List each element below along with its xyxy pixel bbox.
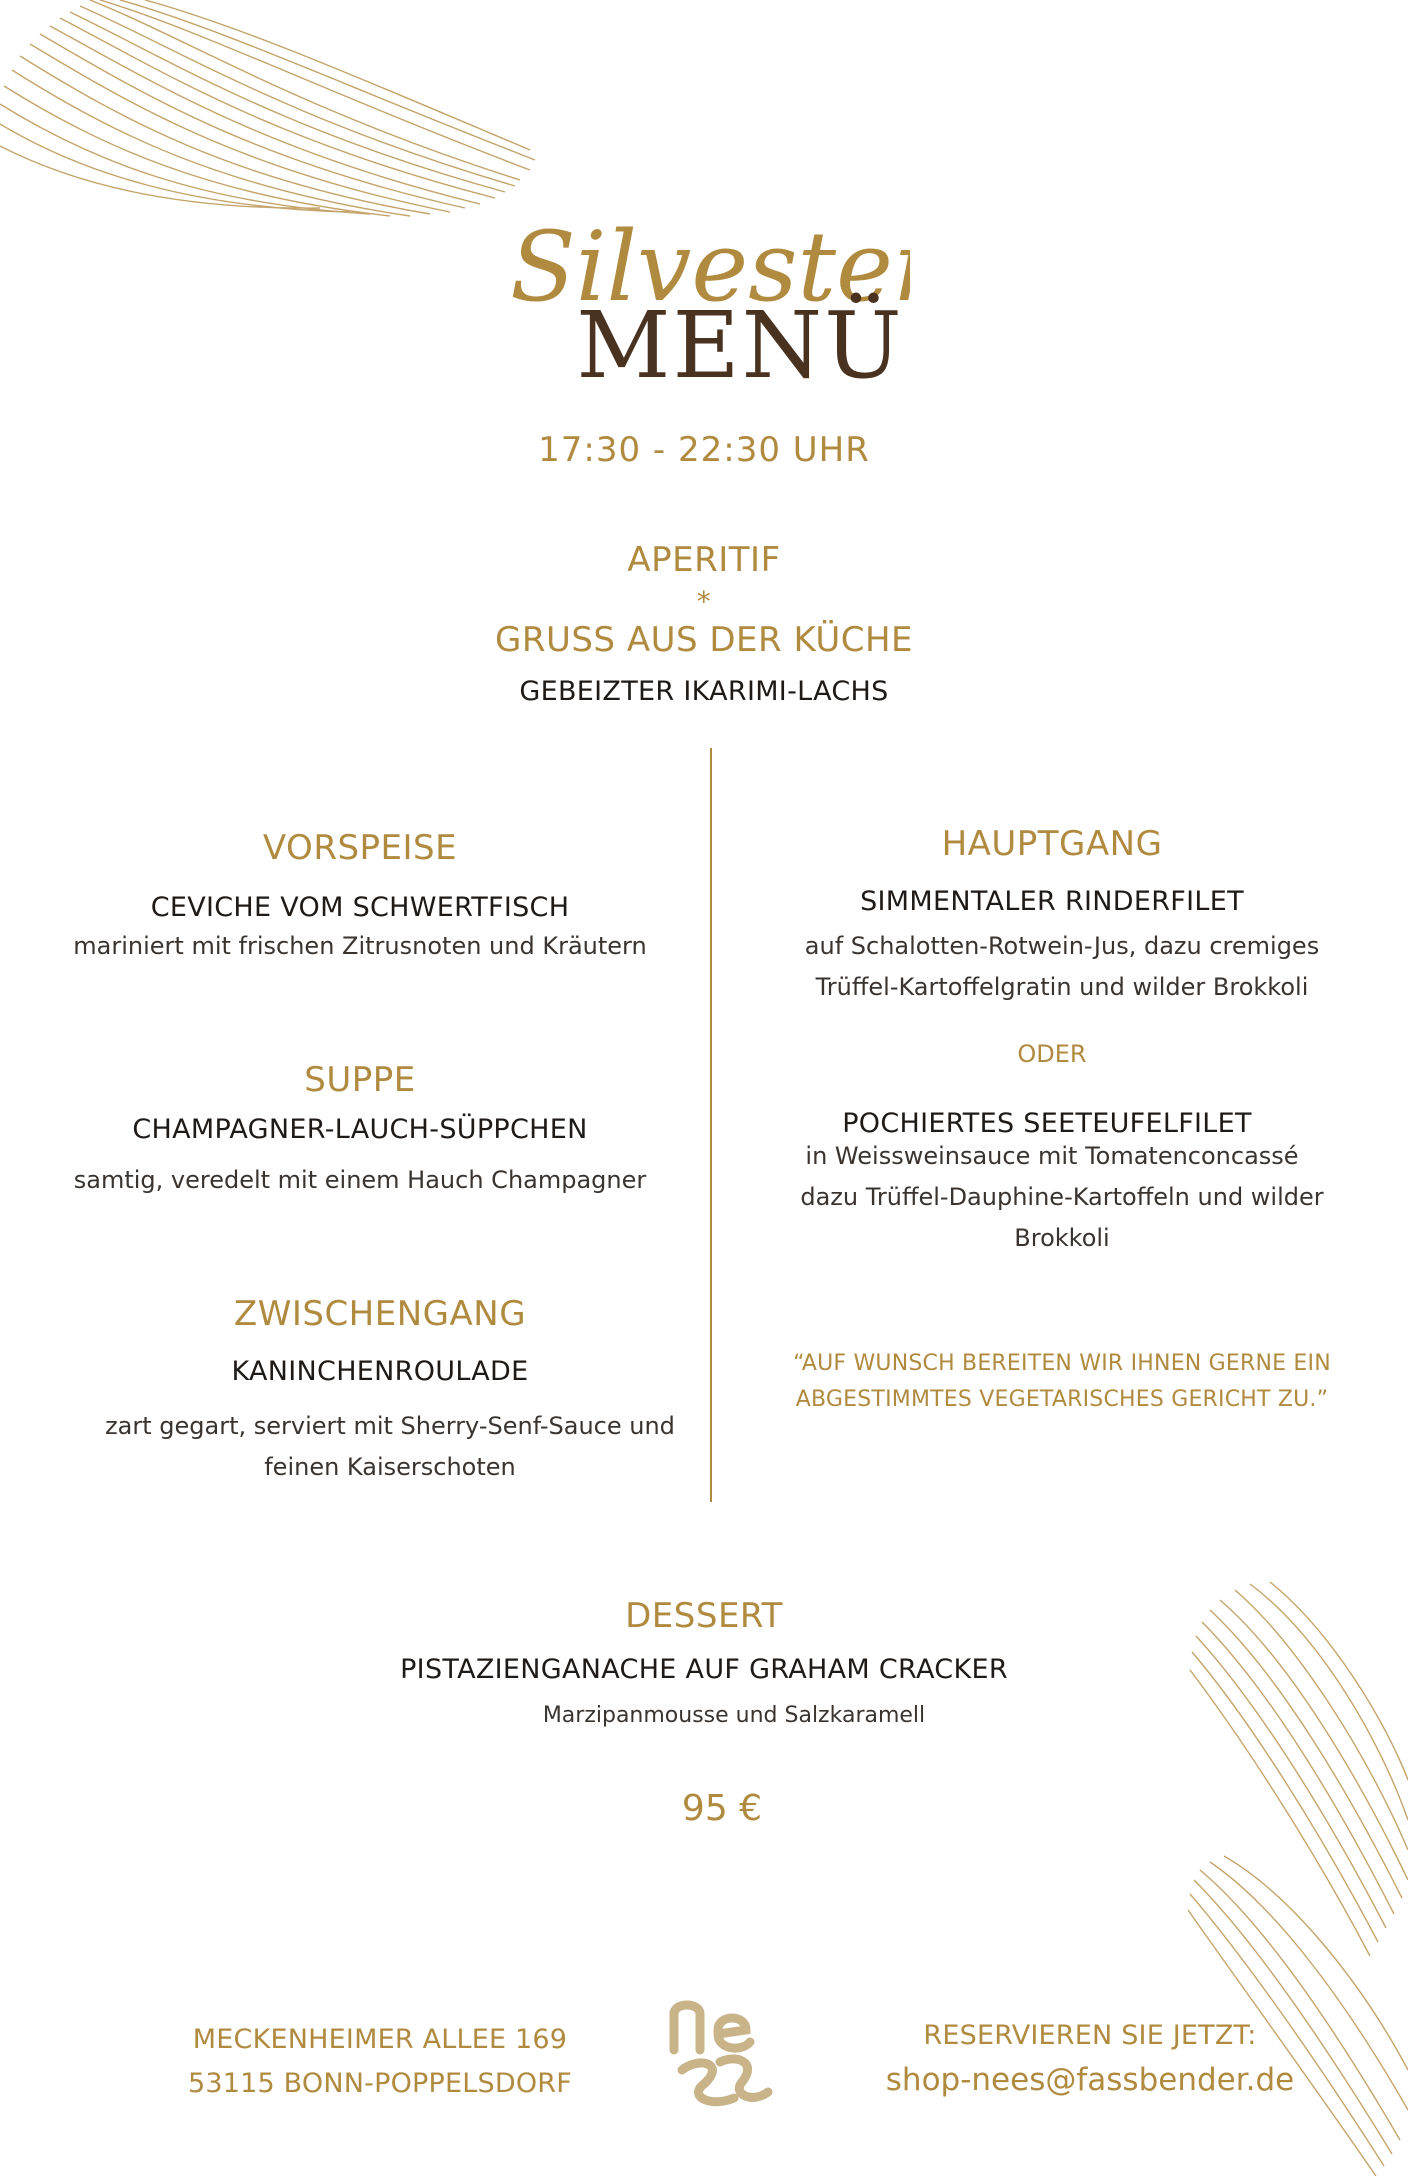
vorspeise-desc: mariniert mit frischen Zitrusnoten und Kräutern [73, 932, 647, 960]
reserve-label: RESERVIEREN SIE JETZT: [923, 2020, 1257, 2051]
reservation-email-link[interactable]: shop-nees@fassbender.de [885, 2062, 1295, 2098]
or-separator: ODER [1017, 1040, 1087, 1068]
page-title: MENÜ [576, 292, 904, 399]
hauptgang-dish1-desc-line2: Trüffel-Kartoffelgratin und wilder Brokkoli [815, 973, 1309, 1001]
hauptgang-dish1-desc-line1: auf Schalotten-Rotwein-Jus, dazu cremiges [804, 932, 1320, 960]
hauptgang-dish2-desc-line3: Brokkoli [1014, 1224, 1110, 1252]
vegetarian-note-line1: “AUF WUNSCH BEREITEN WIR IHNEN GERNE EIN [793, 1351, 1331, 1376]
vorspeise-heading: VORSPEISE [262, 828, 458, 868]
address-line2: 53115 BONN-POPPELSDORF [188, 2068, 572, 2099]
gruss-dish: GEBEIZTER IKARIMI-LACHS [519, 676, 889, 707]
nes-logo [660, 1992, 780, 2114]
price: 95 € [681, 1788, 763, 1829]
hauptgang-dish1: SIMMENTALER RINDERFILET [860, 886, 1244, 917]
dessert-heading: DESSERT [625, 1596, 783, 1636]
vegetarian-note-line2: ABGESTIMMTES VEGETARISCHES GERICHT ZU.” [795, 1387, 1329, 1412]
hauptgang-dish2-desc-line2: dazu Trüffel-Dauphine-Kartoffeln und wilder [800, 1183, 1324, 1211]
suppe-heading: SUPPE [304, 1060, 416, 1100]
leaf-decoration-top-left-icon [0, 0, 540, 260]
separator: * [696, 585, 712, 618]
dessert-dish: PISTAZIENGANACHE AUF GRAHAM CRACKER [400, 1654, 1008, 1685]
suppe-dish: CHAMPAGNER-LAUCH-SÜPPCHEN [132, 1114, 588, 1145]
script-title-text: Silvester [510, 211, 910, 323]
hauptgang-dish2-desc-line1: in Weissweinsauce mit Tomatenconcassé [805, 1142, 1299, 1170]
column-divider [710, 748, 712, 1502]
zwischengang-heading: ZWISCHENGANG [233, 1294, 527, 1334]
vorspeise-dish: CEVICHE VOM SCHWERTFISCH [150, 892, 570, 923]
service-time: 17:30 - 22:30 UHR [538, 430, 870, 470]
suppe-desc: samtig, veredelt mit einem Hauch Champagner [73, 1166, 647, 1194]
nes-logo-icon [660, 1992, 780, 2114]
zwischengang-desc-line1: zart gegart, serviert mit Sherry-Senf-Sauce und [105, 1412, 675, 1440]
dessert-desc: Marzipanmousse und Salzkaramell [542, 1703, 926, 1728]
address-line1: MECKENHEIMER ALLEE 169 [192, 2024, 568, 2055]
aperitif-heading: APERITIF [627, 540, 781, 580]
zwischengang-dish: KANINCHENROULADE [231, 1356, 529, 1387]
gruss-heading: GRUSS AUS DER KÜCHE [494, 620, 913, 660]
zwischengang-desc-line2: feinen Kaiserschoten [264, 1453, 516, 1481]
hauptgang-heading: HAUPTGANG [941, 824, 1163, 864]
hauptgang-dish2: POCHIERTES SEETEUFELFILET [842, 1108, 1252, 1139]
